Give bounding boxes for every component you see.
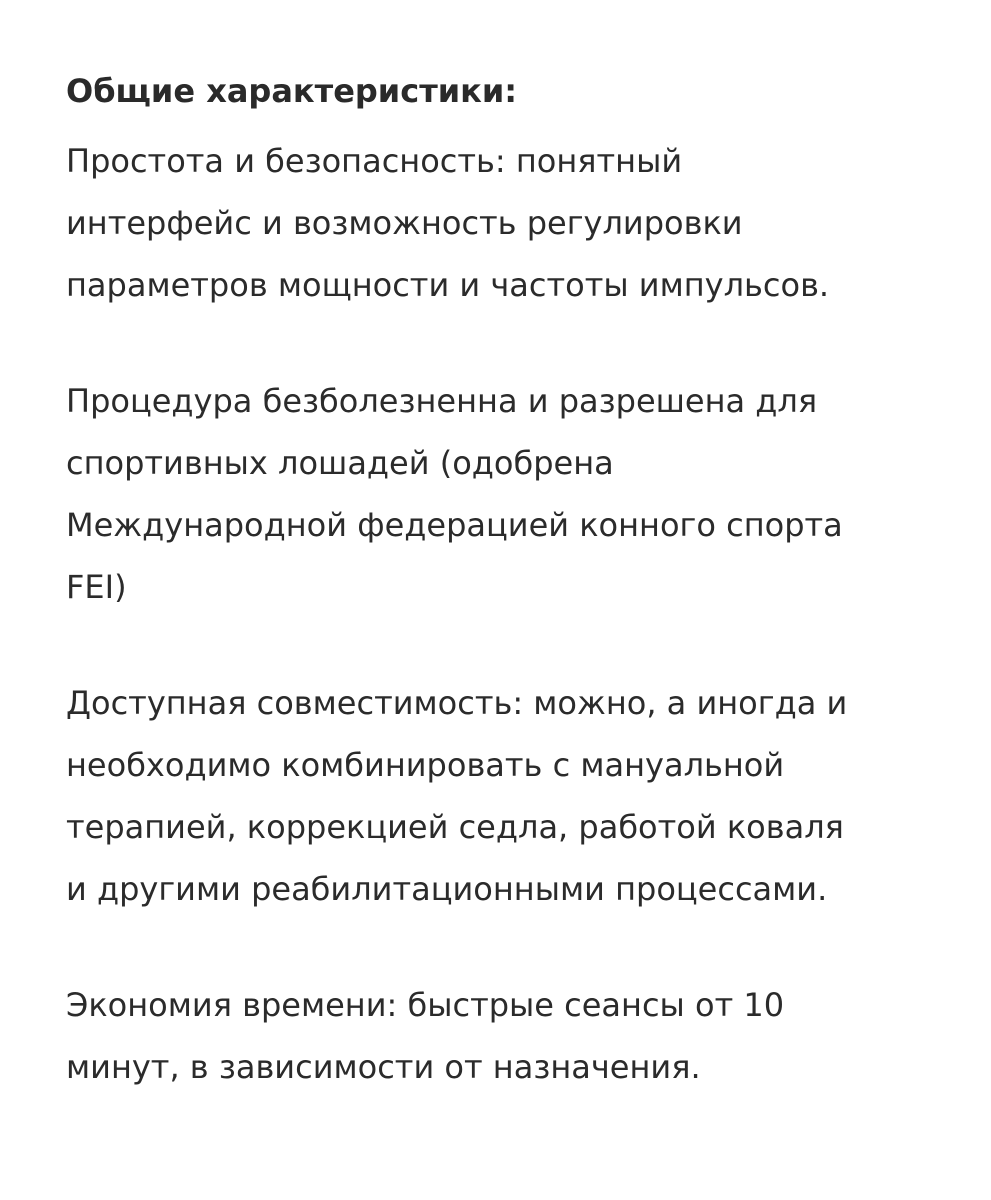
paragraph-painless-procedure xyxy=(66,370,946,618)
paragraph-compatibility xyxy=(66,672,946,920)
paragraph-line: необходимо комбинировать с мануальной xyxy=(66,746,785,784)
paragraph-line: Доступная совместимость: можно, а иногда и xyxy=(66,684,848,722)
paragraph-time-saving xyxy=(66,974,946,1098)
paragraph-line: FEI) xyxy=(66,568,127,606)
paragraph-line: и другими реабилитационными процессами. xyxy=(66,870,828,908)
paragraph-line: Международной федерацией конного спорта xyxy=(66,506,843,544)
paragraph-line: Простота и безопасность: понятный xyxy=(66,142,683,180)
paragraph-line: Процедура безболезненна и разрешена для xyxy=(66,382,818,420)
paragraph-line: Экономия времени: быстрые сеансы от 10 xyxy=(66,986,785,1024)
paragraph-line: параметров мощности и частоты импульсов. xyxy=(66,266,830,304)
paragraph-line: терапией, коррекцией седла, работой коваля xyxy=(66,808,844,846)
section-heading: Общие характеристики: xyxy=(66,72,518,110)
document-body xyxy=(66,60,946,1098)
paragraph-line: минут, в зависимости от назначения. xyxy=(66,1048,701,1086)
paragraph-line: спортивных лошадей (одобрена xyxy=(66,444,614,482)
paragraph-simplicity-safety xyxy=(66,130,946,316)
paragraph-line: интерфейс и возможность регулировки xyxy=(66,204,743,242)
